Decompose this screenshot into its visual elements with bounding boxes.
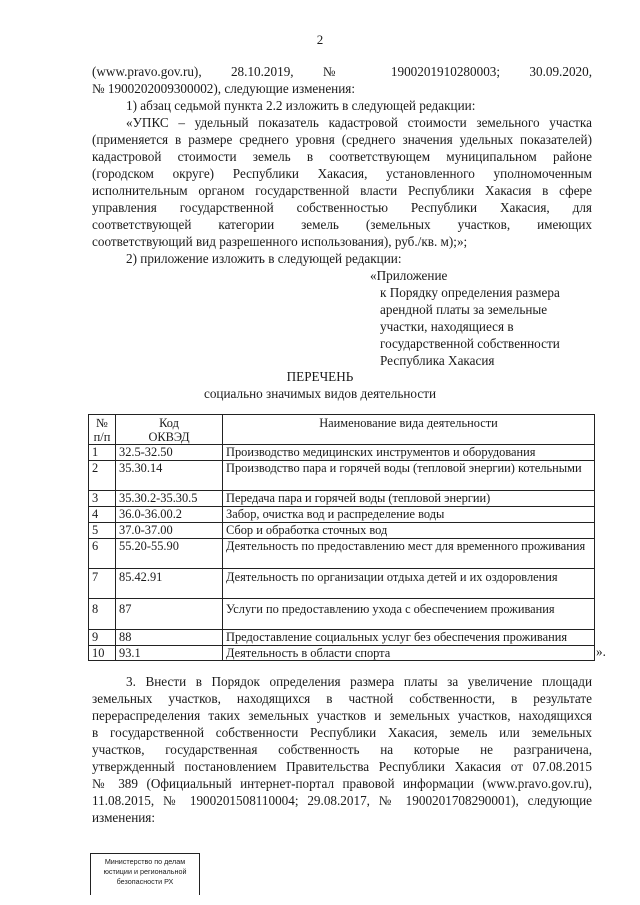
row-code: 93.1	[116, 646, 223, 661]
table-row	[89, 539, 595, 569]
appendix-line: «Приложение	[370, 268, 448, 283]
para3-line: участков, государственная собственность на которые не разграничена,	[92, 742, 592, 757]
row-num: 4	[89, 507, 116, 523]
row-code: 55.20-55.90	[116, 539, 223, 569]
upks-line: соответствующей категории земель (земельных участков, имеющих	[92, 217, 592, 232]
row-name: Деятельность в области спорта	[223, 646, 595, 661]
table-row	[89, 507, 595, 523]
intro-fragment: №	[322, 64, 362, 79]
list-subtitle: социально значимых видов деятельности	[203, 386, 437, 401]
para3-line: утвержденный постановлением Правительства Республики Хакасия от 07.08.2015	[92, 759, 592, 774]
stamp-line: юстиции и региональной	[103, 867, 187, 876]
table-row	[89, 445, 595, 461]
appendix-line: арендной платы за земельные	[380, 302, 548, 317]
row-name: Забор, очистка вод и распределение воды	[223, 507, 595, 523]
para3-line: 11.08.2015, № 1900201508110004; 29.08.2017, № 1900201708290001), следующие	[92, 793, 592, 808]
intro-fragment: (www.pravo.gov.ru),	[92, 64, 202, 79]
intro-line-1	[92, 64, 592, 80]
row-num: 9	[89, 630, 116, 646]
row-num: 10	[89, 646, 116, 661]
row-name: Услуги по предоставлению ухода с обеспечением проживания	[223, 599, 595, 630]
para3-line: земельных участков, находящихся в частной собственности, в результате	[92, 691, 592, 706]
intro-line-2: № 1900202009300002), следующие изменения:	[92, 81, 356, 96]
table-row	[89, 646, 595, 661]
row-name: Передача пара и горячей воды (тепловой энергии)	[223, 491, 595, 507]
row-code: 85.42.91	[116, 569, 223, 599]
row-name: Производство медицинских инструментов и оборудования	[223, 445, 595, 461]
stamp-line: Министерство по делам	[104, 857, 186, 866]
row-code: 35.30.2-35.30.5	[116, 491, 223, 507]
row-name: Сбор и обработка сточных вод	[223, 523, 595, 539]
row-code: 87	[116, 599, 223, 630]
para3-last-line: изменения:	[92, 810, 156, 825]
row-num: 3	[89, 491, 116, 507]
header-code	[116, 415, 223, 445]
row-num: 5	[89, 523, 116, 539]
table-row	[89, 630, 595, 646]
closing-quote: ».	[596, 644, 606, 659]
item-2: 2) приложение изложить в следующей редакции:	[126, 251, 402, 266]
upks-line: (городском округе) Республики Хакасия, установленного уполномоченным	[92, 166, 592, 181]
table-row	[89, 491, 595, 507]
appendix-line: Республика Хакасия	[380, 353, 495, 368]
para3-line: перераспределения таких земельных участков и земельных участков, находящихся	[92, 708, 592, 723]
stamp-line: безопасности РХ	[116, 877, 174, 886]
row-name: Производство пара и горячей воды (тепловой энергии) котельными	[223, 461, 595, 491]
table-row	[89, 599, 595, 630]
row-code: 88	[116, 630, 223, 646]
header-num	[89, 415, 116, 445]
row-code: 37.0-37.00	[116, 523, 223, 539]
row-code: 32.5-32.50	[116, 445, 223, 461]
upks-line: исполнительным органом государственной власти Республики Хакасия в сфере	[92, 183, 592, 198]
upks-line: кадастровой стоимости земель в соответствующем муниципальном районе	[92, 149, 592, 164]
activities-table	[88, 414, 595, 661]
header-num-line: №	[96, 416, 108, 430]
row-num: 2	[89, 461, 116, 491]
row-name: Предоставление социальных услуг без обеспечения проживания	[223, 630, 595, 646]
item-1: 1) абзац седьмой пункта 2.2 изложить в следующей редакции:	[126, 98, 476, 113]
row-num: 8	[89, 599, 116, 630]
row-num: 6	[89, 539, 116, 569]
header-name: Наименование вида деятельности	[223, 415, 595, 445]
intro-fragment: 28.10.2019,	[230, 64, 294, 79]
table-row	[89, 461, 595, 491]
ministry-stamp	[90, 853, 200, 895]
appendix-line: участки, находящиеся в	[380, 319, 514, 334]
upks-line: «УПКС – удельный показатель кадастровой стоимости земельного участка	[126, 115, 592, 130]
row-name: Деятельность по организации отдыха детей и их оздоровления	[223, 569, 595, 599]
header-code-line: ОКВЭД	[148, 430, 190, 444]
appendix-line: к Порядку определения размера	[380, 285, 560, 300]
row-num: 1	[89, 445, 116, 461]
row-name: Деятельность по предоставлению мест для временного проживания	[223, 539, 595, 569]
upks-last-line: соответствующий вид разрешенного использования), руб./кв. м);»;	[92, 234, 468, 249]
para3-line: 3. Внести в Порядок определения размера платы за увеличение площади	[126, 674, 592, 689]
intro-fragment: 30.09.2020,	[529, 64, 593, 79]
appendix-line: государственной собственности	[380, 336, 560, 351]
header-code-line: Код	[159, 416, 179, 430]
table-row	[89, 523, 595, 539]
para3-line: № 389 (Официальный интернет-портал правовой информации (www.pravo.gov.ru),	[92, 776, 592, 791]
row-num: 7	[89, 569, 116, 599]
intro-fragment: 1900201910280003;	[390, 64, 501, 79]
table-header-row	[89, 415, 595, 445]
row-code: 36.0-36.00.2	[116, 507, 223, 523]
page-number: 2	[316, 32, 324, 47]
header-num-line: п/п	[93, 430, 111, 444]
table-row	[89, 569, 595, 599]
upks-line: управления государственной собственностью Республики Хакасия, для	[92, 200, 592, 215]
row-code: 35.30.14	[116, 461, 223, 491]
list-title: ПЕРЕЧЕНЬ	[286, 369, 354, 384]
para3-line: в государственной собственности Республики Хакасия, земель или земельных	[92, 725, 592, 740]
upks-line: (применяется в размере среднего уровня (среднего значения удельных показателей)	[92, 132, 592, 147]
